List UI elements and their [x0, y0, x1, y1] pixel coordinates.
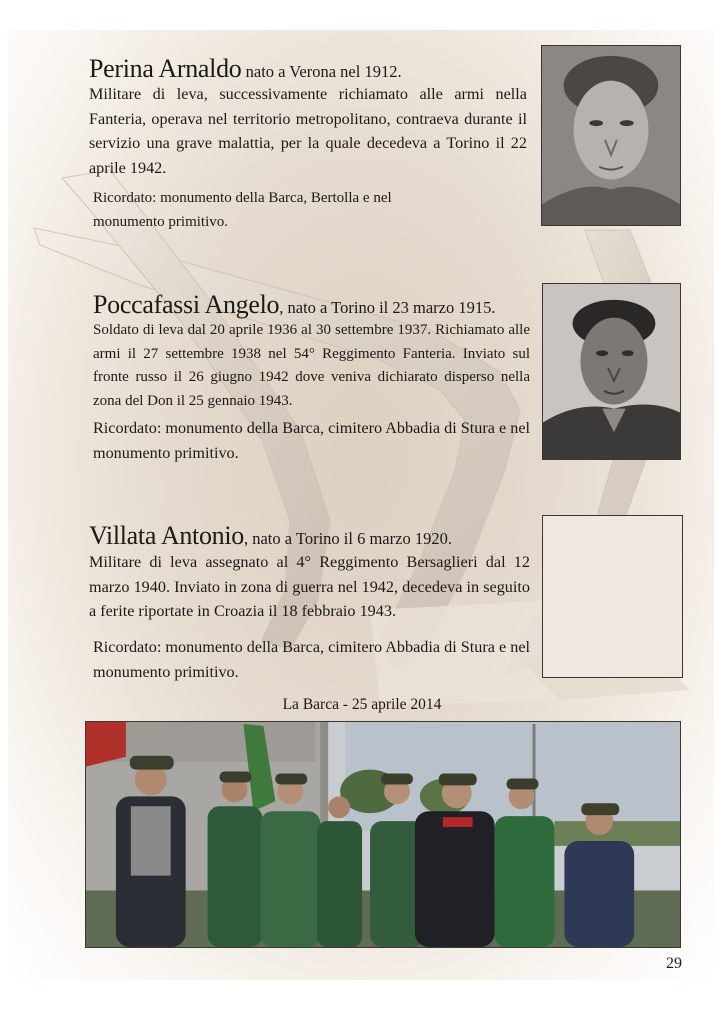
- birth-info: nato a Verona nel 1912.: [241, 62, 402, 81]
- entry-name-poccafassi: [93, 292, 495, 318]
- entry-name-perina: [89, 56, 402, 82]
- remembered-perina: Ricordato: monumento della Barca, Bertolla e nel monumento primitivo.: [93, 190, 392, 230]
- portrait-perina-arnaldo: [541, 45, 681, 226]
- page-number: 29: [666, 955, 682, 972]
- name-text: Poccafassi Angelo: [93, 290, 280, 319]
- remembered-villata: Ricordato: monumento della Barca, cimitero Abbadia di Stura e nel monumento primitivo.: [93, 638, 530, 681]
- remembered-poccafassi: Ricordato: monumento della Barca, cimitero Abbadia di Stura e nel monumento primitivo.: [93, 419, 530, 462]
- name-text: Perina Arnaldo: [89, 54, 242, 83]
- portrait-placeholder-villata: [542, 515, 683, 678]
- name-text: Villata Antonio: [89, 521, 244, 550]
- biography-poccafassi: Soldato di leva dal 20 aprile 1936 al 30 settembre 1937. Richiamato alle armi il 27 settembre 1938 nel 54° Reggimento Fanteria. Inviato sul fronte russo il 26 giugno 1942 dove veniva dichiarato disperso nella zona del Don il 25 gennaio 1943.: [93, 322, 530, 409]
- entry-name-villata: [89, 523, 452, 549]
- birth-info: , nato a Torino il 23 marzo 1915.: [279, 298, 496, 317]
- photo-caption: La Barca - 25 aprile 2014: [282, 696, 442, 713]
- group-photo-alpini: [85, 721, 681, 948]
- biography-perina: Militare di leva, successivamente richiamato alle armi nella Fanteria, operava nel territorio metropolitano, contraeva durante il servizio una grave malattia, per la quale decedeva a Torino il 22 aprile 1942.: [89, 85, 527, 177]
- birth-info: , nato a Torino il 6 marzo 1920.: [243, 529, 452, 548]
- biography-villata: Militare di leva assegnato al 4° Reggimento Bersaglieri dal 12 marzo 1940. Inviato in zona di guerra nel 1942, decedeva in seguito a ferite riportate in Croazia il 18 febbraio 1943.: [89, 553, 530, 620]
- portrait-poccafassi-angelo: [542, 283, 681, 460]
